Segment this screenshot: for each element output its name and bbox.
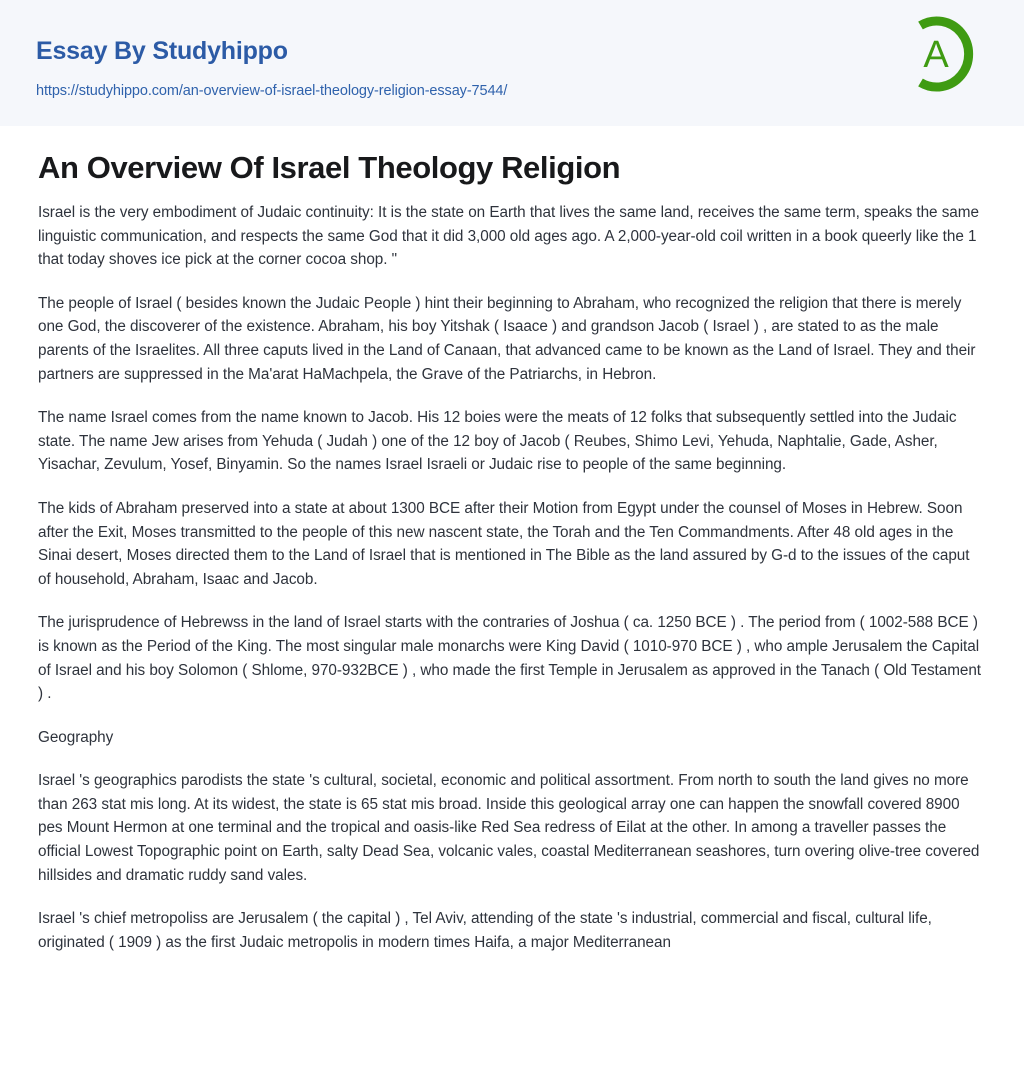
source-url-link[interactable]: https://studyhippo.com/an-overview-of-israel-theology-religion-essay-7544/: [36, 83, 508, 99]
page-title: An Overview Of Israel Theology Religion: [38, 150, 621, 185]
article-paragraph: The kids of Abraham preserved into a state at about 1300 BCE after their Motion from Egypt under the counsel of Moses in Hebrew. Soon after the Exit, Moses transmitted to the people of this new nascent state, the Torah and the Ten Commandments. After 48 old ages in the Sinai desert, Moses directed them to the Land of Israel that is mentioned in The Bible as the land assured by G-d to the issues of the caput of household, Abraham, Isaac and Jacob.: [38, 499, 970, 588]
article-paragraph: The people of Israel ( besides known the Judaic People ) hint their beginning to Abraham, who recognized the religion that there is merely one God, the discoverer of the existence. Abraham, his boy Yitshak ( Isaace ) and grandson Jacob ( Israel ) , are stated to as the male parents of the Israelites. All three caputs lived in the Land of Canaan, that advanced came to be known as the Land of Israel. They and their partners are suppressed in the Ma'arat HaMachpela, the Grave of the Patriarchs, in Hebron.: [38, 294, 976, 383]
article-paragraph: Israel is the very embodiment of Judaic continuity: It is the state on Earth that lives the same land, receives the same term, speaks the same linguistic communication, and respects the same God that it did 3,000 old ages ago. A 2,000-year-old coil written in a book queerly like the 1 that today shoves ice pick at the corner cocoa shop. ": [38, 204, 979, 269]
svg-text:A: A: [923, 34, 949, 76]
article-paragraph: Israel 's chief metropoliss are Jerusalem ( the capital ) , Tel Aviv, attending of the state 's industrial, commercial and fiscal, cultural life, originated ( 1909 ) as the first Judaic metropolis in modern times Haifa, a major Mediterranean: [38, 910, 932, 951]
article-paragraph: Israel 's geographics parodists the state 's cultural, societal, economic and political assortment. From north to south the land gives no more than 263 stat mis long. At its widest, the state is 65 stat mis broad. Inside this geological array one can happen the snowfall covered 8900 pes Mount Hermon at one terminal and the tropical and oasis-like Red Sea redress of Eilat at the other. In among a traveller passes the official Lowest Topographic point on Earth, salty Dead Sea, volcanic vales, coastal Mediterranean seashores, turn overing olive-tree covered hillsides and dramatic ruddy sand vales.: [38, 772, 980, 884]
header-inner: [36, 0, 988, 126]
article-paragraph: The jurisprudence of Hebrewss in the land of Israel starts with the contraries of Joshua ( ca. 1250 BCE ) . The period from ( 1002-588 BCE ) is known as the Period of the King. The most singular male monarchs were King David ( 1010-970 BCE ) , who ample Jerusalem the Capital of Israel and his boy Solomon ( Shlome, 970-932BCE ) , who made the first Temple in Jerusalem as approved in the Tanach ( Old Testament ) .: [38, 614, 982, 703]
article-paragraph: Geography: [38, 728, 114, 746]
site-header: [0, 0, 1024, 126]
brand-title: Essay By Studyhippo: [36, 37, 288, 65]
studyhippo-logo-icon: [900, 14, 978, 94]
article-container: [0, 126, 1024, 954]
article-body: [38, 188, 986, 954]
article-paragraph: The name Israel comes from the name known to Jacob. His 12 boies were the meats of 12 folks that subsequently settled into the Judaic state. The name Jew arises from Yehuda ( Judah ) one of the 12 boy of Jacob ( Reubes, Shimo Levi, Yehuda, Naphtalie, Gade, Asher, Yisachar, Zevulum, Yosef, Binyamin. So the names Israel Israeli or Judaic rise to people of the same beginning.: [38, 409, 957, 474]
